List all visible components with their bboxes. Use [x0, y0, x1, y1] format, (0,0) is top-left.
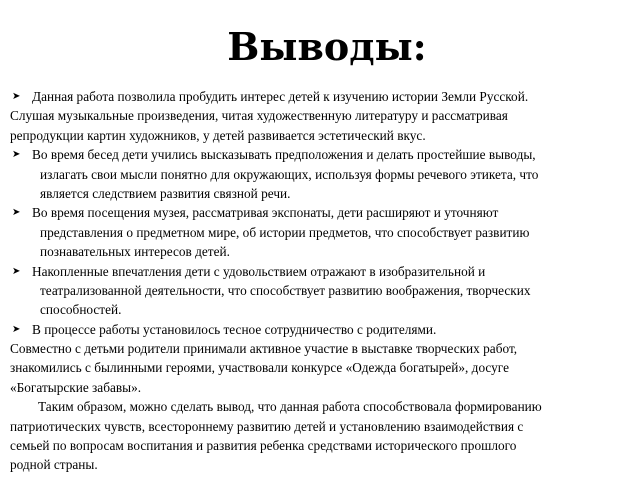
text-line: Совместно с детьми родители принимали активное участие в выставке творческих работ,	[10, 341, 518, 357]
text-line: Во время посещения музея, рассматривая экспонаты, дети расширяют и уточняют	[32, 205, 499, 221]
bullet-item-2	[10, 145, 610, 164]
text-line: патриотических чувств, всестороннему развитию детей и установлению взаимодействия с	[10, 418, 524, 434]
text-line: Данная работа позволила пробудить интерес детей к изучению истории Земли Русской.	[32, 89, 529, 104]
text-line: Накопленные впечатления дети с удовольствием отражают в изобразительной и	[32, 263, 486, 279]
bullet-item-1	[10, 87, 610, 106]
text-line: родной страны.	[10, 457, 98, 473]
text-line: В процессе работы установилось тесное сотрудничество с родителями.	[32, 321, 437, 337]
bullet-item-4	[10, 262, 610, 281]
slide-title: Выводы:	[227, 24, 427, 69]
arrow-bullet-icon: ➤	[12, 323, 21, 335]
text-line: Во время бесед дети учились высказывать предположения и делать простейшие выводы,	[32, 147, 536, 163]
text-line: Таким образом, можно сделать вывод, что данная работа способствовала формированию	[38, 399, 542, 415]
text-line: «Богатырские забавы».	[10, 379, 142, 395]
bullet-item-3	[10, 203, 610, 222]
text-line: излагать свои мысли понятно для окружающих, используя формы речевого этикета, что	[40, 166, 539, 182]
text-line: способностей.	[40, 302, 122, 318]
arrow-bullet-icon: ➤	[12, 265, 21, 277]
text-line: является следствием развития связной речи.	[40, 185, 291, 201]
text-line: познавательных интересов детей.	[40, 244, 230, 260]
text-line: театрализованной деятельности, что способствует развитию воображения, творческих	[40, 282, 531, 298]
arrow-bullet-icon: ➤	[12, 91, 21, 102]
conclusions-text	[10, 87, 610, 475]
text-line: Слушая музыкальные произведения, читая художественную литературу и рассматривая	[10, 108, 508, 124]
text-line: семьей по вопросам воспитания и развития ребенка средствами исторического прошлого	[10, 438, 517, 454]
arrow-bullet-icon: ➤	[12, 149, 21, 161]
text-line: представления о предметном мире, об истории предметов, что способствует развитию	[40, 224, 530, 240]
text-line: репродукции картин художников, у детей развивается эстетический вкус.	[10, 127, 426, 143]
bullet-item-5	[10, 320, 610, 339]
arrow-bullet-icon: ➤	[12, 207, 21, 219]
text-line: знакомились с былинными героями, участвовали конкурсе «Одежда богатырей», досуге	[10, 360, 509, 376]
